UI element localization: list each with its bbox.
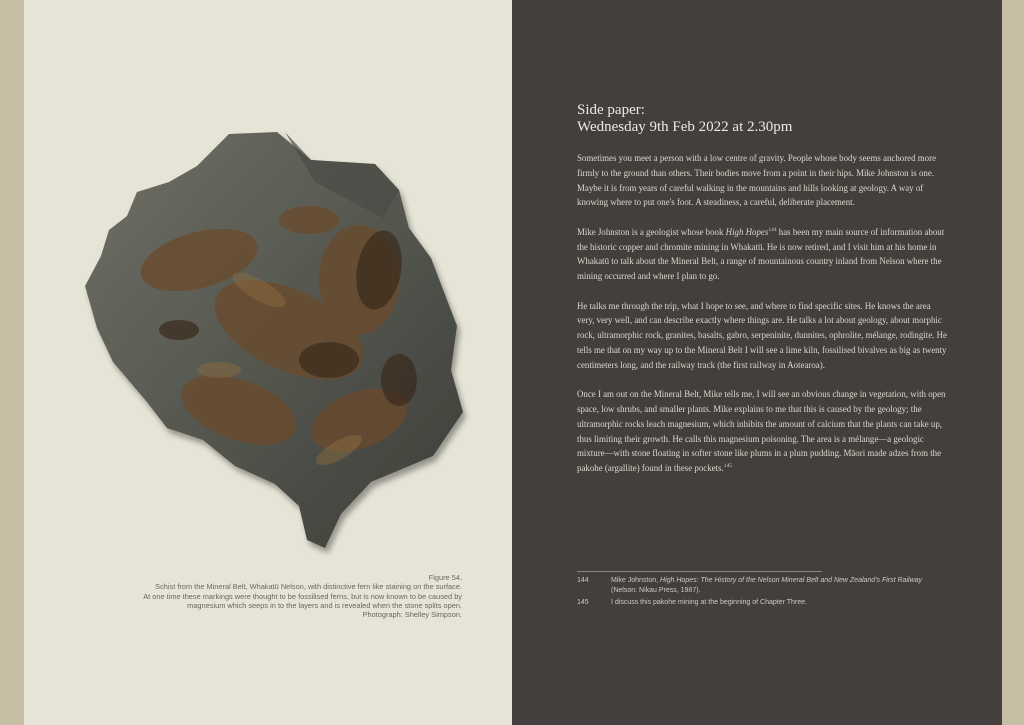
left-page	[24, 0, 512, 725]
heading-line-2: Wednesday 9th Feb 2022 at 2.30pm	[577, 119, 793, 135]
paragraph-4: Once I am out on the Mineral Belt, Mike tells me, I will see an obvious change in vegetation, with open space, low shrubs, and smaller plants. Mike explains to me that this is caused by the geology; the ultramorphic rocks leach magnesium, which inhibits the amount of calcium that the plants can take up, thus limiting their growth. He calls this magnesium poisoning. The area is a mélange—a geologic mixture—with stone floating in softer stone like plums in a plum pudding. Māori made adzes from the pakohe (argallite) found in these pockets.$^{145}$	[577, 389, 946, 474]
paragraph-1: Sometimes you meet a person with a low centre of gravity. People whose body seems anchored more firmly to the ground than others. Their bodies move from a point in their hips. Mike Johnston is one. Maybe it is from years of careful walking in the mountains and hills looking at geology. A way of knowing where to put one's foot. A steadiness, a careful, deliberate placement.	[577, 153, 937, 208]
section-heading	[577, 102, 792, 136]
footnote-text: Mike Johnston, High Hopes: The History of the Nelson Mineral Belt and New Zealand's First Railway (Nelson: Nikau Press, 1987).	[611, 577, 923, 594]
right-page-edge	[1002, 0, 1024, 725]
photo-credit: Photograph: Shelley Simpson.	[362, 610, 462, 620]
right-page	[512, 0, 1002, 725]
footnote-number: 144	[577, 577, 589, 584]
schist-rock-image	[79, 130, 479, 560]
footnote-ref-144[interactable]: 144	[768, 226, 777, 233]
footnotes	[577, 576, 927, 610]
footnote-number: 145	[577, 599, 589, 606]
paragraph-3: He talks me through the trip, what I hope to see, and where to find specific sites. He knows the area very, very well, and can describe exactly where things are. He talks a lot about geology, about morphic rock, ultramorphic rock, granites, basalts, gabro, serpeninite, dunnites, ophrolite, mélange, rodingite. He tells me that on my way up to the Mineral Belt I will see a lime kiln, fossilised bivalves as big as twenty centimeters long, and the railway track (the first railway in Aotearoa).	[577, 300, 947, 370]
body-text	[577, 151, 947, 491]
footnote-145	[577, 598, 927, 608]
figure-number: Figure 54.	[428, 573, 462, 582]
left-page-edge	[0, 0, 24, 725]
paragraph-2: Mike Johnston is a geologist whose book High Hopes$^{144}$ has been my main source of information about the historic copper and chromite mining in Whakatū. He is now retired, and I visit him at his home in Whakatū to talk about the Mineral Belt, a range of mountainous country inland from Nelson where the mining occurred and where I plan to go.	[577, 226, 945, 282]
caption-line: At one time these markings were thought to be fossilised ferns, but is now known to be caused by	[143, 591, 462, 601]
caption-line: magnesium which seeps in to the layers and is revealed when the stone splits open.	[187, 600, 462, 610]
caption-line: Schist from the Mineral Belt, Whakatū Nelson, with distinctive fern like staining on the surface.	[155, 582, 462, 592]
footnote-divider	[577, 571, 822, 572]
footnote-ref-145[interactable]: 145	[723, 463, 732, 470]
figure-caption	[122, 573, 462, 619]
footnote-144	[577, 576, 927, 596]
footnote-text: I discuss this pakohe mining at the beginning of Chapter Three.	[611, 599, 807, 606]
book-title: High Hopes	[725, 226, 769, 237]
heading-line-1: Side paper:	[577, 102, 645, 118]
